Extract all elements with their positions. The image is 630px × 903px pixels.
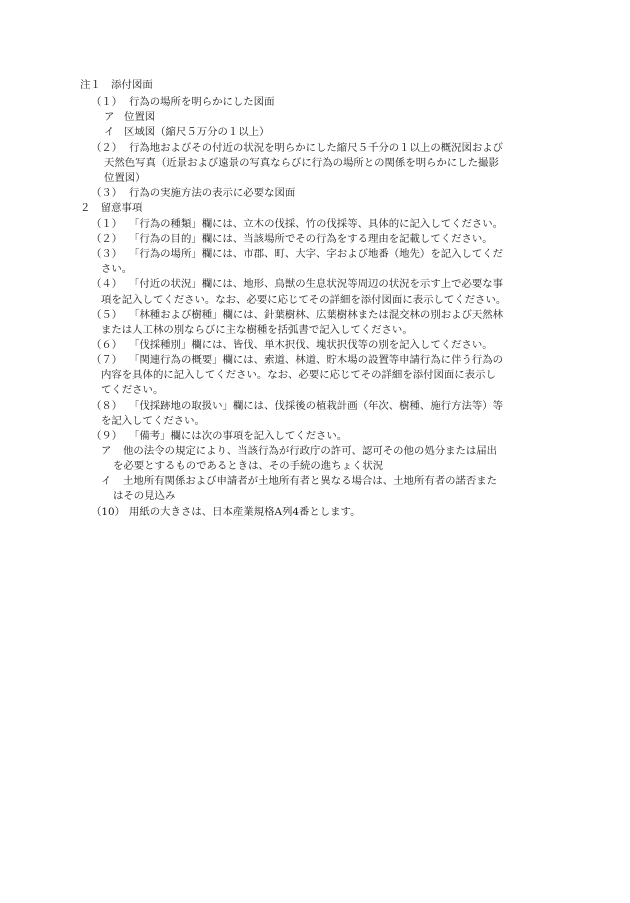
item-text: 「伐採跡地の取扱い」欄には、伐採後の植栽計画（年次、樹種、施行方法等）等 (129, 400, 504, 412)
item-marker: （３） (91, 248, 123, 260)
note1-item-1 (91, 96, 274, 109)
sub-text: 他の法令の規定により、当該行為が行政庁の許可、認可その他の処分または届出 (123, 445, 498, 457)
note1-item-2-cont: 天然色写真（近景および遠景の写真ならびに行為の場所との関係を明らかにした撮影 (104, 157, 499, 169)
note2-item-10 (91, 506, 360, 519)
item-text: 行為の実施方法の表示に必要な図面 (129, 187, 296, 199)
item-text: 「付近の状況」欄には、地形、鳥獣の生息状況等周辺の状況を示す上で必要な事 (129, 278, 504, 290)
note2-heading: ２ 留意事項 (80, 202, 143, 214)
note2-item-3 (91, 248, 503, 261)
note2-item-5 (91, 309, 503, 322)
note1-item-2-cont: 位置図） (104, 172, 146, 184)
note2-item-6 (91, 339, 493, 352)
item-text: 「行為の種類」欄には、立木の伐採、竹の伐採等、具体的に記入してください。 (129, 218, 504, 230)
item-text: 「備考」欄には次の事項を記入してください。 (129, 430, 348, 442)
item-text: 「林種および樹種」欄には、針葉樹林、広葉樹林または混交林の別および天然林 (129, 309, 504, 321)
sub-marker: イ (104, 126, 115, 138)
item-text: 「行為の目的」欄には、当該場所でその行為をする理由を記載してください。 (129, 233, 493, 245)
sub-text: 区域図（縮尺５万分の１以上） (124, 126, 270, 138)
note2-item-7 (91, 354, 503, 367)
item-text: 「行為の場所」欄には、市郡、町、大字、字および地番（地先）を記入してくだ (129, 248, 504, 260)
note1-item-1-sub-a (104, 111, 155, 124)
note2-item-7-cont: 内容を具体的に記入してください。なお、必要に応じてその詳細を添付図面に表示し (101, 369, 496, 381)
note2-item-7-cont: てください。 (101, 384, 164, 396)
item-text: 用紙の大きさは、日本産業規格A列4番とします。 (129, 506, 361, 518)
note2-item-9-sub-b (101, 475, 497, 488)
item-marker: （10） (91, 506, 126, 518)
note1-item-1-sub-b (104, 126, 269, 139)
note1-heading: 注１ 添付図面 (80, 79, 153, 91)
note2-item-4-cont: 項を記入してください。なお、必要に応じてその詳細を添付図面に表示してください。 (101, 294, 507, 306)
sub-marker: ア (101, 445, 112, 457)
item-text: 行為地およびその付近の状況を明らかにした縮尺５千分の１以上の概況図および (129, 142, 504, 154)
note1-item-3 (91, 187, 295, 200)
item-marker: （２） (91, 142, 123, 154)
note2-item-5-cont: または人工林の別ならびに主な樹種を括弧書で記入してください。 (101, 324, 413, 336)
item-marker: （７） (91, 354, 123, 366)
note2-item-9-sub-a-cont: を必要とするものであるときは、その手続の進ちょく状況 (113, 460, 384, 472)
item-text: 「関連行為の概要」欄には、索道、林道、貯木場の設置等申請行為に伴う行為の (129, 354, 504, 366)
note1-item-2 (91, 142, 503, 155)
item-marker: （９） (91, 430, 123, 442)
note2-item-3-cont: さい。 (101, 263, 133, 275)
item-marker: （８） (91, 400, 123, 412)
item-marker: （１） (91, 218, 123, 230)
item-text: 行為の場所を明らかにした図面 (129, 96, 275, 108)
note2-item-9-sub-a (101, 445, 497, 458)
note2-item-2 (91, 233, 493, 246)
sub-text: 土地所有関係および申請者が土地所有者と異なる場合は、土地所有者の諾否また (123, 475, 498, 487)
item-marker: （３） (91, 187, 123, 199)
item-marker: （５） (91, 309, 123, 321)
item-marker: （６） (91, 339, 123, 351)
item-text: 「伐採種別」欄には、皆伐、単木択伐、塊状択伐等の別を記入してください。 (129, 339, 493, 351)
note2-item-8 (91, 400, 503, 413)
item-marker: （１） (91, 96, 123, 108)
note2-item-9 (91, 430, 347, 443)
note2-item-9-sub-b-cont: はその見込み (113, 490, 176, 502)
item-marker: （４） (91, 278, 123, 290)
note2-item-8-cont: を記入してください。 (101, 415, 205, 427)
sub-text: 位置図 (124, 111, 156, 123)
sub-marker: ア (104, 111, 115, 123)
note2-item-4 (91, 278, 503, 291)
sub-marker: イ (101, 475, 112, 487)
item-marker: （２） (91, 233, 123, 245)
note2-item-1 (91, 218, 503, 231)
